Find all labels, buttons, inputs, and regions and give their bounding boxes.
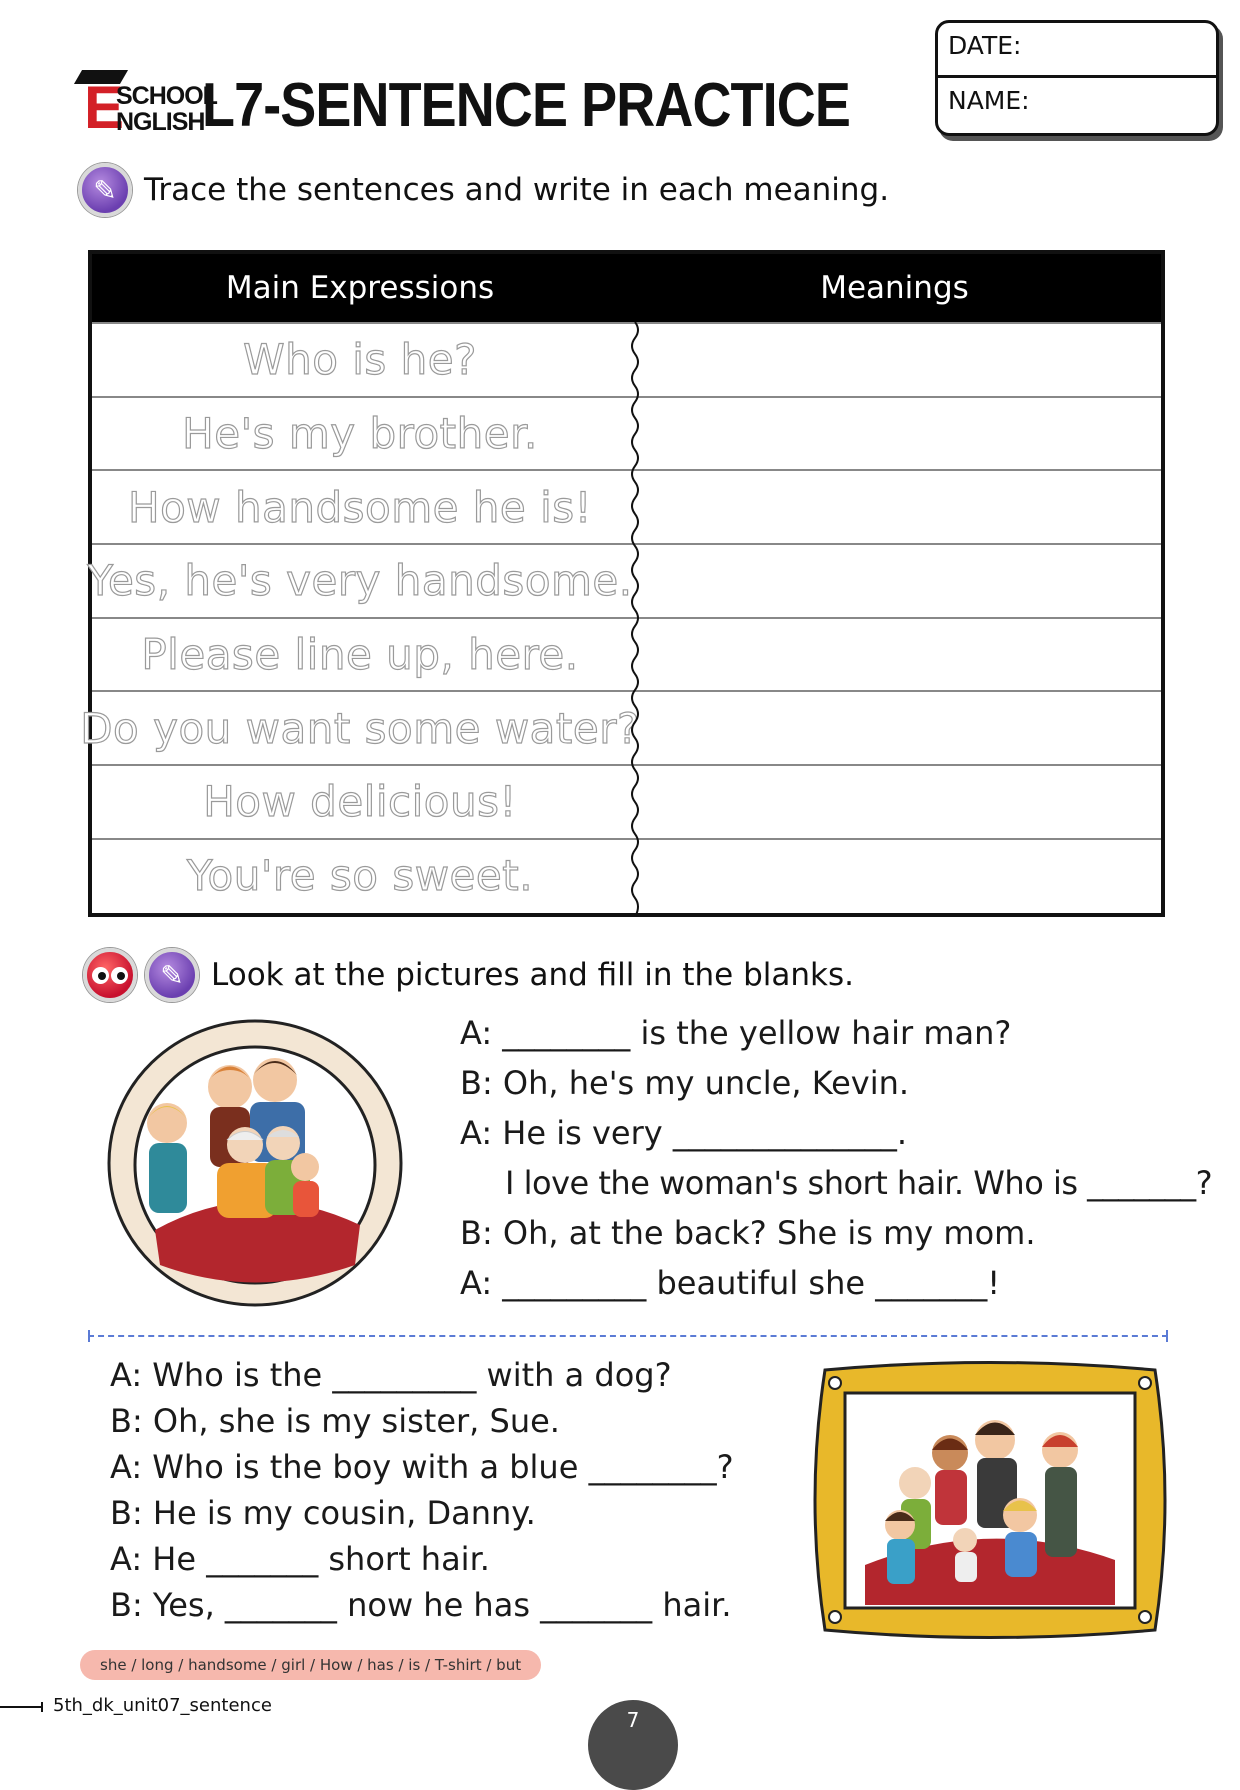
dialogue-line: A: He is very ______________. — [460, 1114, 907, 1152]
dialogue-line: B: Oh, he's my uncle, Kevin. — [460, 1064, 910, 1102]
meaning-input[interactable] — [628, 545, 1161, 617]
trace-expression: He's my brother. — [182, 409, 538, 459]
dialogue-line: B: Oh, she is my sister, Sue. — [110, 1402, 560, 1440]
pencil-icon: ✎ — [145, 948, 199, 1002]
meaning-input[interactable] — [628, 692, 1161, 764]
family-picture-round-frame — [105, 1015, 405, 1311]
eyes-icon — [83, 948, 137, 1002]
dialogue-2 — [110, 1352, 734, 1628]
logo-line1: SCHOOL — [116, 82, 217, 110]
header-meanings: Meanings — [820, 270, 969, 306]
pencil-icon: ✎ — [78, 163, 132, 217]
table-row — [92, 617, 1161, 691]
dialogue-1 — [460, 1008, 1212, 1308]
dialogue-line: B: Yes, _______ now he has _______ hair. — [110, 1586, 732, 1624]
dialogue-line: A: _________ beautiful she _______! — [460, 1264, 1001, 1302]
table-row — [92, 764, 1161, 838]
instruction-fill — [83, 948, 854, 1002]
trace-expression: Please line up, here. — [141, 630, 579, 680]
word-bank: she / long / handsome / girl / How / has / is / T-shirt / but — [80, 1650, 541, 1680]
instruction-trace — [78, 163, 889, 217]
dialogue-line: B: Oh, at the back? She is my mom. — [460, 1214, 1036, 1252]
table-header — [92, 254, 1161, 322]
wavy-column-divider — [629, 322, 641, 917]
dialogue-line: B: He is my cousin, Danny. — [110, 1494, 536, 1532]
footer-filename: 5th_dk_unit07_sentence — [53, 1695, 272, 1716]
meaning-input[interactable] — [628, 840, 1161, 912]
meaning-input[interactable] — [628, 398, 1161, 470]
logo-line2: NGLISH — [116, 108, 205, 136]
instruction-fill-text: Look at the pictures and fill in the blanks. — [211, 957, 854, 993]
meaning-input[interactable] — [628, 324, 1161, 396]
trace-expression: How handsome he is! — [128, 482, 592, 532]
table-row — [80, 690, 1161, 764]
page-number: 7 — [588, 1700, 678, 1790]
name-field[interactable]: NAME: — [948, 86, 1030, 115]
trace-expression: Who is he? — [243, 335, 477, 385]
trace-expression: Yes, he's very handsome. — [87, 556, 633, 606]
meaning-input[interactable] — [628, 471, 1161, 543]
school-english-logo — [78, 70, 217, 141]
table-row — [92, 322, 1161, 396]
dialogue-line: A: Who is the _________ with a dog? — [110, 1356, 672, 1394]
table-row — [92, 469, 1161, 543]
dialogue-line: A: Who is the boy with a blue ________? — [110, 1448, 734, 1486]
dialogue-line: A: ________ is the yellow hair man? — [460, 1014, 1012, 1052]
family-picture-gold-frame — [805, 1355, 1175, 1645]
date-field[interactable]: DATE: — [938, 23, 1216, 78]
meaning-input[interactable] — [628, 766, 1161, 838]
dialogue-line: A: He _______ short hair. — [110, 1540, 490, 1578]
trace-expression: Do you want some water? — [80, 703, 640, 753]
trace-expression: You're so sweet. — [186, 851, 534, 901]
trace-expression: How delicious! — [203, 777, 517, 827]
dashed-divider — [88, 1335, 1168, 1337]
instruction-trace-text: Trace the sentences and write in each meaning. — [144, 172, 890, 208]
dialogue-line: I love the woman's short hair. Who is _______? — [505, 1164, 1213, 1202]
table-row — [92, 838, 1161, 912]
footer-rule — [0, 1706, 43, 1708]
page-title: L7-SENTENCE PRACTICE — [202, 71, 850, 140]
meaning-input[interactable] — [628, 619, 1161, 691]
table-row — [92, 396, 1161, 470]
expressions-table — [80, 250, 1165, 917]
table-row — [87, 543, 1161, 617]
logo-big-letter: E — [84, 74, 125, 141]
date-name-box — [935, 20, 1219, 136]
header-main-expressions: Main Expressions — [225, 270, 495, 306]
